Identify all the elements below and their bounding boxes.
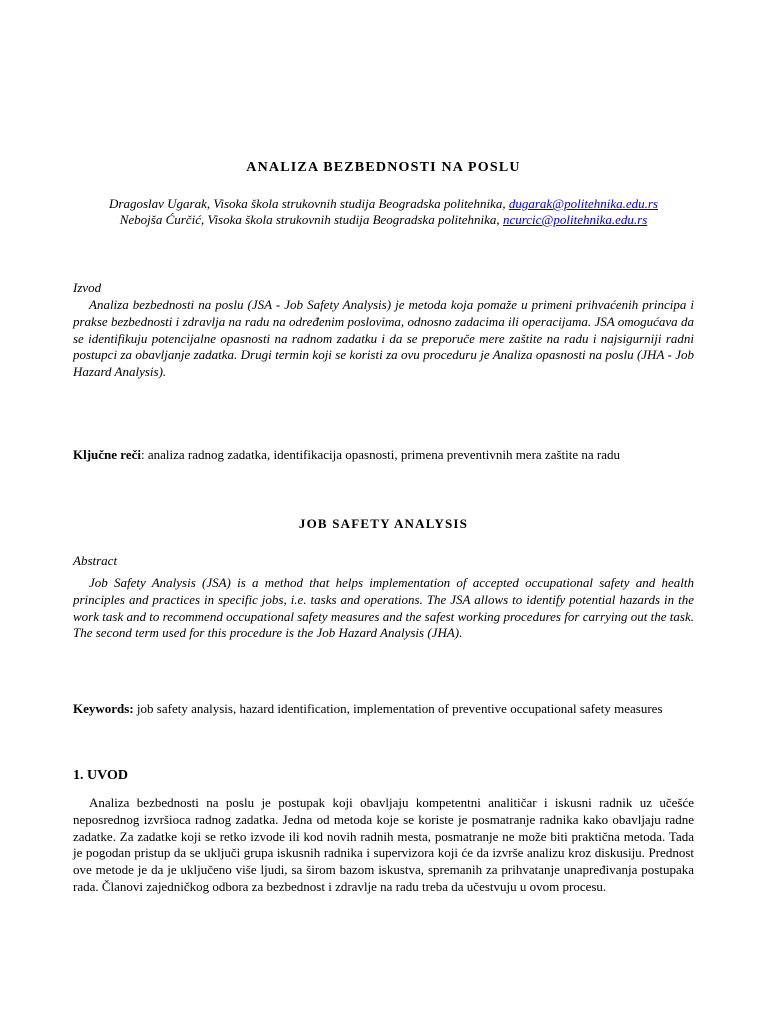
author-line-2: [73, 212, 694, 228]
kljucne-reci-text: : analiza radnog zadatka, identifikacija opasnosti, primena preventivnih mera zaštite na radu: [141, 447, 621, 462]
author-1-affiliation: Dragoslav Ugarak, Visoka škola strukovnih studija Beogradska politehnika,: [109, 196, 509, 211]
izvod-text: Analiza bezbednosti na poslu (JSA - Job Safety Analysis) je metoda koja pomaže u primeni prihvaćenih principa i prakse bezbednosti i zdravlja na radu na određenim poslovima, odnosno zadacima ili operacijama. JSA omogućava da se identifikuju potencijalne opasnosti na radnom zadatku i da se preporuče mere zaštite na radu i najsigurniji radni postupci za obavljanje zadatka. Drugi termin koji se koristi za ovu proceduru je Analiza opasnosti na poslu (JHA - Job Hazard Analysis).: [73, 297, 694, 380]
keywords-block: [73, 700, 694, 717]
abstract-label: Abstract: [73, 553, 118, 568]
author-line-1: [73, 196, 694, 212]
section-1-text: Analiza bezbednosti na poslu je postupak koji obavljaju kompetentni analitičar i iskusni radnik uz učešće neposrednog izvršioca radnog zadatka. Jedna od metoda koje se koriste je posmatranje radnika kako obavljaju radne zadatke. Za zadatke koji se retko izvode ili kod novih radnih mesta, posmatranje ne može biti praktična metoda. Tada je pogodan pristup da se uključi grupa iskusnih radnika i supervizora koji će da izvrše analizu kroz diskusiju. Prednost ove metode je da je uključeno više ljudi, sa širom bazom iskustva, spremanih za prihvatanje unapređivanja postupaka rada. Članovi zajedničkog odbora za bezbednost i zdravlje na radu treba da učestvuju u ovom procesu.: [73, 795, 694, 894]
author-block: [73, 196, 694, 228]
kljucne-reci-block: [73, 446, 694, 463]
section-1-heading: 1. UVOD: [73, 768, 128, 783]
english-title: JOB SAFETY ANALYSIS: [298, 516, 469, 531]
izvod-label: Izvod: [73, 280, 102, 295]
kljucne-reci-label: Ključne reči: [73, 447, 141, 462]
author-2-email-link[interactable]: ncurcic@politehnika.edu.rs: [502, 212, 648, 227]
author-2-affiliation: Nebojša Ćurčić, Visoka škola strukovnih studija Beogradska politehnika,: [119, 212, 503, 227]
author-1-email-link[interactable]: dugarak@politehnika.edu.rs: [508, 196, 658, 211]
paper-title: ANALIZA BEZBEDNOSTI NA POSLU: [246, 160, 521, 175]
abstract-text: Job Safety Analysis (JSA) is a method that helps implementation of accepted occupational safety and health principles and practices in specific jobs, i.e. tasks and operations. The JSA allows to identify potential hazards in the work task and to recommend occupational safety measures and the safest working procedures for carrying out the task. The second term used for this procedure is the Job Hazard Analysis (JHA).: [73, 575, 694, 641]
keywords-label: Keywords:: [73, 701, 134, 716]
keywords-text: job safety analysis, hazard identification, implementation of preventive occupational safety measures: [133, 701, 663, 716]
